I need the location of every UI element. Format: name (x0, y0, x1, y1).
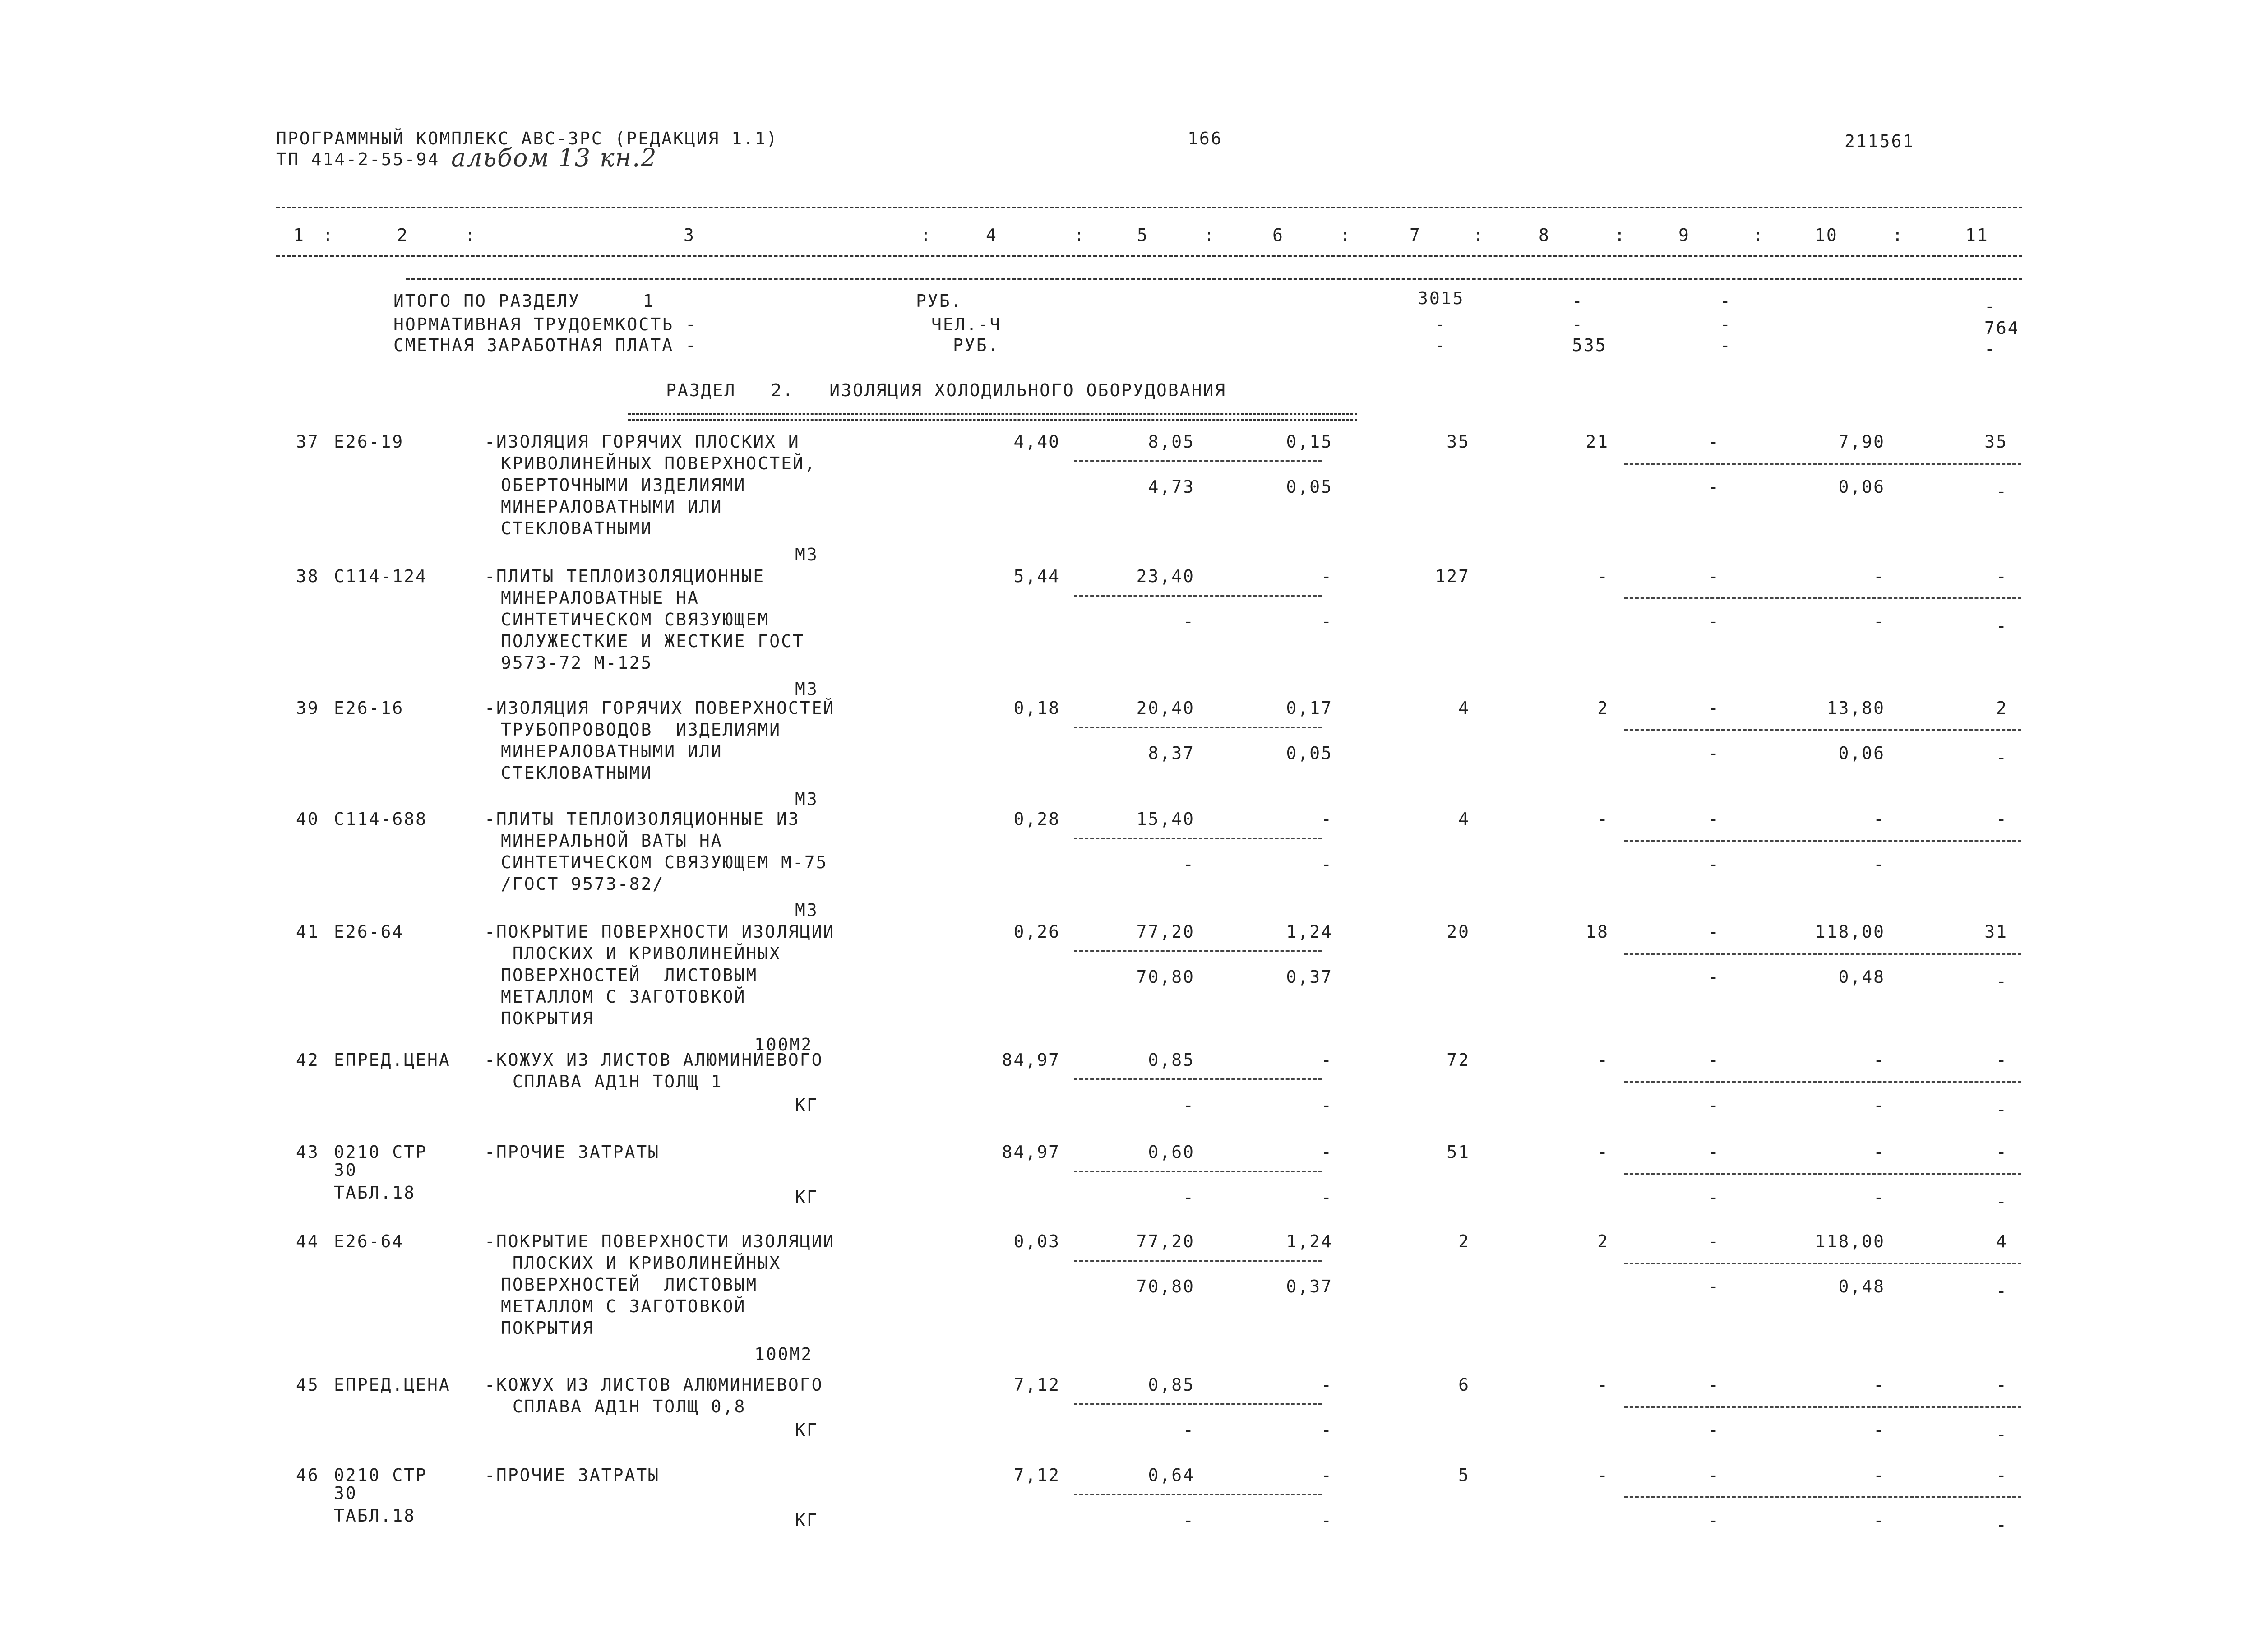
row-description-line: МЕТАЛЛОМ С ЗАГОТОВКОЙ (501, 1296, 746, 1316)
row-description-line: ТРУБОПРОВОДОВ ИЗДЕЛИЯМИ (501, 720, 781, 740)
row-description-line: -ПОКРЫТИЕ ПОВЕРХНОСТИ ИЗОЛЯЦИИ (485, 922, 835, 942)
row-price-wages: - (1183, 1187, 1195, 1207)
row-labor-total: - (1996, 809, 2008, 829)
row-labor-total-sub: - (1996, 481, 2008, 501)
labor-unit: ЧЕЛ.-Ч (931, 315, 1002, 334)
wage-label: СМЕТНАЯ ЗАРАБОТНАЯ ПЛАТА - (393, 335, 697, 355)
row-labor-norm-sub: 0,06 (1838, 743, 1885, 763)
row-price-wages: - (1183, 1420, 1195, 1440)
row-code: Е26-64 (334, 922, 404, 942)
row-cost-total: 2 (1458, 1231, 1470, 1251)
row-labor-rule (1624, 1173, 2021, 1175)
row-labor-rule (1624, 729, 2021, 731)
row-description-line: -ПЛИТЫ ТЕПЛОИЗОЛЯЦИОННЫЕ ИЗ (485, 809, 800, 829)
column-header-5: 5 (1137, 225, 1149, 245)
column-header-1: 1 (293, 225, 305, 245)
row-price-operator: - (1321, 854, 1333, 874)
row-labor-total-sub: - (1996, 1425, 2008, 1444)
column-separator: : (1074, 225, 1086, 245)
row-labor-norm: 7,90 (1838, 432, 1885, 452)
row-description-line: -ИЗОЛЯЦИЯ ГОРЯЧИХ ПЛОСКИХ И (485, 432, 800, 452)
row-cost-wages: - (1597, 1142, 1609, 1162)
row-subtotal-rule (1074, 950, 1322, 952)
row-labor-norm: - (1873, 1375, 1885, 1395)
row-labor-total: - (1996, 1375, 2008, 1395)
handwritten-album-note: альбом 13 кн.2 (451, 143, 657, 172)
column-header-bottom-rule (276, 255, 2022, 257)
row-subtotal-rule (1074, 460, 1322, 462)
row-description-line: -КОЖУХ ИЗ ЛИСТОВ АЛЮМИНИЕВОГО (485, 1050, 823, 1070)
row-cost-total: 4 (1458, 809, 1470, 829)
row-quantity: 0,28 (1013, 809, 1060, 829)
wage-col11: - (1984, 339, 1996, 359)
row-labor-total: - (1996, 1050, 2008, 1070)
row-description-line: 9573-72 М-125 (501, 653, 653, 673)
row-cost-machines-sub: - (1708, 611, 1720, 631)
row-code-line2: 30 (334, 1160, 357, 1180)
row-description-line: ПЛОСКИХ И КРИВОЛИНЕЙНЫХ (501, 1253, 781, 1273)
row-price-total: 0,85 (1148, 1050, 1195, 1070)
labor-col9: - (1720, 315, 1732, 334)
total-unit: РУБ. (916, 291, 963, 311)
row-price-operator: 0,37 (1286, 1277, 1333, 1296)
row-quantity: 84,97 (1002, 1050, 1060, 1070)
column-separator: : (1614, 225, 1626, 245)
wage-unit: РУБ. (953, 335, 1000, 355)
row-price-total: 15,40 (1136, 809, 1195, 829)
row-cost-total: 4 (1458, 698, 1470, 718)
row-price-machines: 1,24 (1286, 1231, 1333, 1251)
row-cost-wages: 18 (1586, 922, 1609, 942)
row-price-total: 0,64 (1148, 1465, 1195, 1485)
row-number: 45 (296, 1375, 319, 1395)
row-cost-wages: 2 (1597, 1231, 1609, 1251)
labor-label: НОРМАТИВНАЯ ТРУДОЕМКОСТЬ - (393, 315, 697, 334)
row-labor-norm-sub: - (1873, 1420, 1885, 1440)
row-description-line: -ПРОЧИЕ ЗАТРАТЫ (485, 1142, 660, 1162)
row-code: ЕПРЕД.ЦЕНА (334, 1375, 451, 1395)
row-quantity: 0,26 (1013, 922, 1060, 942)
column-header-6: 6 (1272, 225, 1284, 245)
row-description-line: -ПЛИТЫ ТЕПЛОИЗОЛЯЦИОННЫЕ (485, 566, 765, 586)
row-cost-machines: - (1708, 1231, 1720, 1251)
column-header-3: 3 (684, 225, 695, 245)
row-number: 43 (296, 1142, 319, 1162)
column-header-10: 10 (1815, 225, 1838, 245)
row-unit: 100М2 (754, 1035, 813, 1055)
wage-col9: - (1720, 335, 1732, 355)
row-number: 46 (296, 1465, 319, 1485)
row-cost-total: 127 (1435, 566, 1470, 586)
row-description-line: /ГОСТ 9573-82/ (501, 874, 665, 894)
row-quantity: 0,18 (1013, 698, 1060, 718)
row-cost-wages: 21 (1586, 432, 1609, 452)
row-cost-total: 5 (1458, 1465, 1470, 1485)
total-col9: - (1720, 291, 1732, 311)
column-separator: : (1473, 225, 1485, 245)
row-price-machines: - (1321, 809, 1333, 829)
row-quantity: 5,44 (1013, 566, 1060, 586)
row-cost-machines-sub: - (1708, 1187, 1720, 1207)
row-code: Е26-64 (334, 1231, 404, 1251)
row-cost-wages: - (1597, 1465, 1609, 1485)
row-cost-wages: - (1597, 1050, 1609, 1070)
row-cost-machines: - (1708, 698, 1720, 718)
row-price-wages: 70,80 (1136, 1277, 1195, 1296)
row-labor-rule (1624, 597, 2021, 599)
row-labor-norm-sub: - (1873, 1510, 1885, 1530)
row-subtotal-rule (1074, 1494, 1322, 1495)
row-description-line: МЕТАЛЛОМ С ЗАГОТОВКОЙ (501, 987, 746, 1007)
section2-title-underline (628, 413, 1357, 421)
row-description-line: ПОКРЫТИЯ (501, 1009, 595, 1028)
row-unit: М3 (795, 679, 818, 699)
row-cost-machines-sub: - (1708, 477, 1720, 497)
row-cost-wages: 2 (1597, 698, 1609, 718)
row-labor-total: 2 (1996, 698, 2008, 718)
row-cost-wages: - (1597, 566, 1609, 586)
row-labor-rule (1624, 1081, 2021, 1083)
row-description-line: -КОЖУХ ИЗ ЛИСТОВ АЛЮМИНИЕВОГО (485, 1375, 823, 1395)
row-labor-norm-sub: 0,48 (1838, 967, 1885, 987)
row-labor-norm: - (1873, 809, 1885, 829)
total-col8: - (1572, 291, 1584, 311)
row-quantity: 7,12 (1013, 1465, 1060, 1485)
row-quantity: 4,40 (1013, 432, 1060, 452)
row-code: 0210 СТР (334, 1142, 428, 1162)
wage-col7: - (1435, 335, 1447, 355)
row-code: Е26-16 (334, 698, 404, 718)
row-labor-norm-sub: - (1873, 854, 1885, 874)
row-labor-norm-sub: 0,06 (1838, 477, 1885, 497)
row-labor-norm-sub: 0,48 (1838, 1277, 1885, 1296)
row-price-machines: - (1321, 1050, 1333, 1070)
row-description-line: СТЕКЛОВАТНЫМИ (501, 763, 653, 783)
column-separator: : (323, 225, 334, 245)
row-labor-rule (1624, 953, 2021, 955)
row-code-line3: ТАБЛ.18 (334, 1506, 416, 1526)
row-labor-total: - (1996, 566, 2008, 586)
row-quantity: 0,03 (1013, 1231, 1060, 1251)
row-unit: КГ (795, 1420, 818, 1440)
table-top-rule (276, 207, 2022, 208)
section-start-rule (406, 278, 2022, 280)
row-price-wages: - (1183, 854, 1195, 874)
row-cost-total: 72 (1447, 1050, 1470, 1070)
row-labor-rule (1624, 1263, 2021, 1264)
row-number: 42 (296, 1050, 319, 1070)
row-labor-total: - (1996, 1465, 2008, 1485)
row-cost-machines-sub: - (1708, 1095, 1720, 1115)
row-description-line: ПОВЕРХНОСТЕЙ ЛИСТОВЫМ (501, 965, 758, 985)
row-number: 39 (296, 698, 319, 718)
row-unit: М3 (795, 789, 818, 809)
total-label: ИТОГО ПО РАЗДЕЛУ (393, 291, 581, 311)
row-cost-machines-sub: - (1708, 967, 1720, 987)
row-subtotal-rule (1074, 1078, 1322, 1080)
row-unit: 100М2 (754, 1344, 813, 1364)
row-description-line: СИНТЕТИЧЕСКОМ СВЯЗУЮЩЕМ (501, 610, 770, 629)
row-quantity: 7,12 (1013, 1375, 1060, 1395)
row-labor-norm: 118,00 (1815, 1231, 1885, 1251)
row-price-total: 8,05 (1148, 432, 1195, 452)
row-labor-total-sub: - (1996, 1192, 2008, 1212)
row-cost-machines: - (1708, 1050, 1720, 1070)
row-number: 38 (296, 566, 319, 586)
row-price-operator: - (1321, 1510, 1333, 1530)
row-price-operator: - (1321, 1095, 1333, 1115)
row-unit: М3 (795, 545, 818, 565)
row-cost-machines: - (1708, 1375, 1720, 1395)
row-labor-total-sub: - (1996, 748, 2008, 768)
row-description-line: СИНТЕТИЧЕСКОМ СВЯЗУЮЩЕМ М-75 (501, 852, 828, 872)
row-cost-machines-sub: - (1708, 1420, 1720, 1440)
row-labor-norm: - (1873, 1142, 1885, 1162)
row-subtotal-rule (1074, 1171, 1322, 1172)
column-header-9: 9 (1678, 225, 1690, 245)
row-price-total: 0,85 (1148, 1375, 1195, 1395)
row-unit: М3 (795, 900, 818, 920)
row-unit: КГ (795, 1510, 818, 1530)
row-description-line: -ПОКРЫТИЕ ПОВЕРХНОСТИ ИЗОЛЯЦИИ (485, 1231, 835, 1251)
row-number: 44 (296, 1231, 319, 1251)
row-labor-rule (1624, 1406, 2021, 1408)
row-code-line3: ТАБЛ.18 (334, 1183, 416, 1203)
column-separator: : (920, 225, 932, 245)
row-labor-total-sub: - (1996, 616, 2008, 636)
row-code: С114-124 (334, 566, 428, 586)
row-price-operator: 0,05 (1286, 477, 1333, 497)
row-price-machines: - (1321, 1142, 1333, 1162)
row-subtotal-rule (1074, 727, 1322, 728)
row-description-line: МИНЕРАЛОВАТНЫЕ НА (501, 588, 699, 608)
row-number: 41 (296, 922, 319, 942)
row-description-line: МИНЕРАЛЬНОЙ ВАТЫ НА (501, 831, 723, 851)
row-subtotal-rule (1074, 1260, 1322, 1262)
row-price-total: 23,40 (1136, 566, 1195, 586)
row-cost-machines: - (1708, 1465, 1720, 1485)
page-number: 166 (1188, 129, 1223, 148)
row-labor-norm: - (1873, 566, 1885, 586)
row-description-line: ОБЕРТОЧНЫМИ ИЗДЕЛИЯМИ (501, 475, 746, 495)
row-cost-total: 6 (1458, 1375, 1470, 1395)
row-price-machines: 0,17 (1286, 698, 1333, 718)
row-price-wages: 8,37 (1148, 743, 1195, 763)
row-price-machines: - (1321, 566, 1333, 586)
row-price-operator: - (1321, 1187, 1333, 1207)
row-description-line: ПОКРЫТИЯ (501, 1318, 595, 1338)
row-labor-total: 35 (1984, 432, 2008, 452)
row-description-line: МИНЕРАЛОВАТНЫМИ ИЛИ (501, 741, 723, 761)
row-code: 0210 СТР (334, 1465, 428, 1485)
row-cost-total: 20 (1447, 922, 1470, 942)
row-price-wages: - (1183, 611, 1195, 631)
row-description-line: СПЛАВА АД1Н ТОЛЩ 1 (501, 1072, 723, 1092)
row-description-line: ПОВЕРХНОСТЕЙ ЛИСТОВЫМ (501, 1275, 758, 1295)
row-price-total: 0,60 (1148, 1142, 1195, 1162)
header-project: ТП 414-2-55-94 (276, 149, 440, 169)
column-header-4: 4 (986, 225, 998, 245)
row-cost-machines: - (1708, 432, 1720, 452)
total-col11: - (1984, 296, 1996, 316)
row-cost-machines: - (1708, 922, 1720, 942)
row-labor-total-sub: - (1996, 1515, 2008, 1535)
row-code: С114-688 (334, 809, 428, 829)
row-cost-machines: - (1708, 1142, 1720, 1162)
wage-col8: 535 (1572, 335, 1607, 355)
row-cost-wages: - (1597, 1375, 1609, 1395)
row-price-operator: - (1321, 1420, 1333, 1440)
row-price-machines: 1,24 (1286, 922, 1333, 942)
column-separator: : (1340, 225, 1352, 245)
labor-col8: - (1572, 315, 1584, 334)
row-price-operator: 0,37 (1286, 967, 1333, 987)
column-header-7: 7 (1410, 225, 1421, 245)
row-cost-wages: - (1597, 809, 1609, 829)
row-labor-norm: 13,80 (1826, 698, 1885, 718)
row-price-total: 77,20 (1136, 1231, 1195, 1251)
row-unit: КГ (795, 1095, 818, 1115)
row-labor-total: 4 (1996, 1231, 2008, 1251)
row-description-line: -ПРОЧИЕ ЗАТРАТЫ (485, 1465, 660, 1485)
row-price-wages: - (1183, 1510, 1195, 1530)
header-program: ПРОГРАММНЫЙ КОМПЛЕКС АВС-3РС (РЕДАКЦИЯ 1.1) (276, 129, 778, 148)
row-labor-total-sub: - (1996, 972, 2008, 991)
row-labor-norm: - (1873, 1050, 1885, 1070)
row-labor-norm: - (1873, 1465, 1885, 1485)
row-price-machines: - (1321, 1375, 1333, 1395)
row-price-total: 20,40 (1136, 698, 1195, 718)
total-section-number: 1 (643, 291, 655, 311)
row-labor-rule (1624, 840, 2021, 842)
row-price-operator: 0,05 (1286, 743, 1333, 763)
row-labor-rule (1624, 1496, 2021, 1498)
column-header-11: 11 (1965, 225, 1989, 245)
row-labor-total: - (1996, 1142, 2008, 1162)
row-description-line: КРИВОЛИНЕЙНЫХ ПОВЕРХНОСТЕЙ, (501, 453, 816, 473)
column-separator: : (1204, 225, 1216, 245)
row-price-operator: - (1321, 611, 1333, 631)
total-col7: 3015 (1418, 288, 1465, 308)
row-labor-total-sub: - (1996, 1281, 2008, 1301)
row-labor-total-sub: - (1996, 1100, 2008, 1120)
row-price-wages: 70,80 (1136, 967, 1195, 987)
row-description-line: ПОЛУЖЕСТКИЕ И ЖЕСТКИЕ ГОСТ (501, 631, 804, 651)
row-code: Е26-19 (334, 432, 404, 452)
row-subtotal-rule (1074, 595, 1322, 597)
row-cost-machines-sub: - (1708, 1277, 1720, 1296)
row-description-line: СТЕКЛОВАТНЫМИ (501, 518, 653, 538)
row-price-machines: 0,15 (1286, 432, 1333, 452)
row-code: ЕПРЕД.ЦЕНА (334, 1050, 451, 1070)
row-unit: КГ (795, 1187, 818, 1207)
row-cost-machines-sub: - (1708, 743, 1720, 763)
row-description-line: ПЛОСКИХ И КРИВОЛИНЕЙНЫХ (501, 944, 781, 963)
row-price-wages: - (1183, 1095, 1195, 1115)
document-number: 211561 (1845, 131, 1915, 151)
row-code-line2: 30 (334, 1483, 357, 1503)
row-subtotal-rule (1074, 1403, 1322, 1405)
row-labor-norm: 118,00 (1815, 922, 1885, 942)
section2-title: РАЗДЕЛ 2. ИЗОЛЯЦИЯ ХОЛОДИЛЬНОГО ОБОРУДОВАНИЯ (666, 380, 1227, 400)
row-cost-total: 35 (1447, 432, 1470, 452)
row-description-line: -ИЗОЛЯЦИЯ ГОРЯЧИХ ПОВЕРХНОСТЕЙ (485, 698, 835, 718)
row-labor-norm-sub: - (1873, 611, 1885, 631)
row-cost-total: 51 (1447, 1142, 1470, 1162)
column-separator: : (465, 225, 476, 245)
row-description-line: СПЛАВА АД1Н ТОЛЩ 0,8 (501, 1397, 746, 1416)
row-cost-machines-sub: - (1708, 854, 1720, 874)
row-subtotal-rule (1074, 838, 1322, 839)
column-header-8: 8 (1539, 225, 1550, 245)
row-price-total: 77,20 (1136, 922, 1195, 942)
row-description-line: МИНЕРАЛОВАТНЫМИ ИЛИ (501, 497, 723, 517)
row-quantity: 84,97 (1002, 1142, 1060, 1162)
row-labor-total: 31 (1984, 922, 2008, 942)
row-price-wages: 4,73 (1148, 477, 1195, 497)
row-cost-machines: - (1708, 566, 1720, 586)
row-price-machines: - (1321, 1465, 1333, 1485)
column-separator: : (1753, 225, 1765, 245)
column-header-2: 2 (397, 225, 409, 245)
row-number: 40 (296, 809, 319, 829)
labor-col11: 764 (1984, 318, 2020, 338)
row-cost-machines: - (1708, 809, 1720, 829)
row-labor-rule (1624, 463, 2021, 465)
column-separator: : (1892, 225, 1904, 245)
row-labor-norm-sub: - (1873, 1095, 1885, 1115)
labor-col7: - (1435, 315, 1447, 334)
row-labor-norm-sub: - (1873, 1187, 1885, 1207)
row-cost-machines-sub: - (1708, 1510, 1720, 1530)
row-number: 37 (296, 432, 319, 452)
